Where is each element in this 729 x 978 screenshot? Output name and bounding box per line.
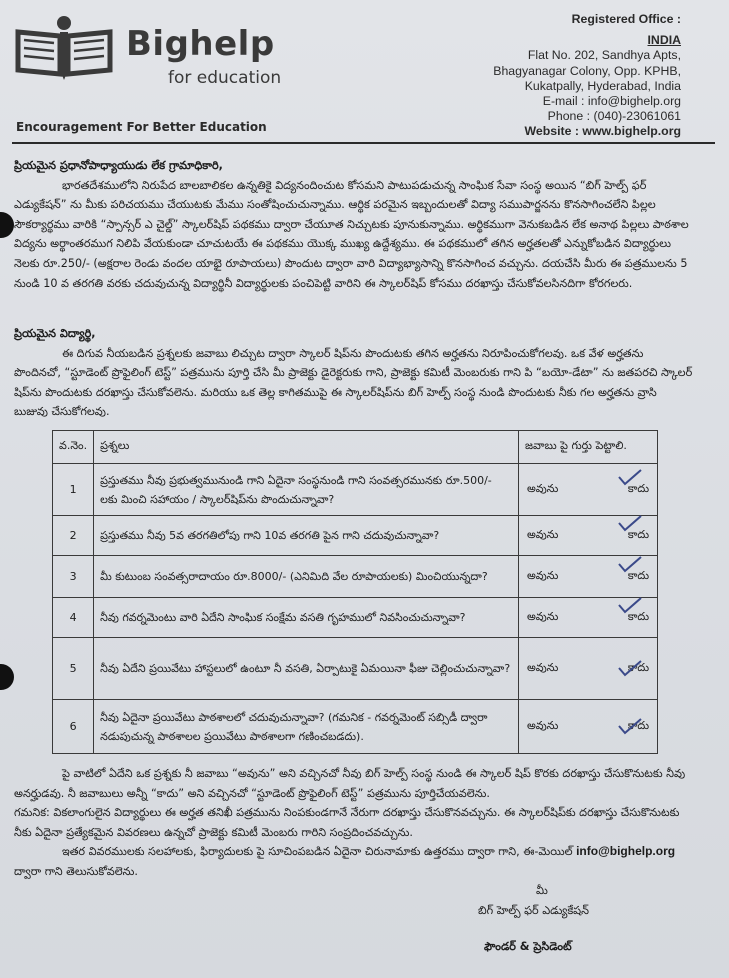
signoff-yours: మీ (536, 884, 548, 897)
registered-office-block (493, 12, 681, 140)
checkmark-icon (617, 659, 643, 677)
question-text: మీ కుటుంబ సంవత్సరాదాయం రూ.8000/- (ఎనిమిది వేల రూపాయలకు) మించియున్నదా? (94, 556, 519, 598)
table-row (53, 700, 658, 754)
row-number: 2 (53, 516, 94, 556)
checkmark-icon (617, 596, 643, 614)
contact-text-end: ద్వారా గాని తెలుసుకోవలెను. (14, 864, 138, 878)
contact-email-link[interactable]: info@bighelp.org (576, 844, 676, 859)
paragraph-contact (14, 842, 693, 881)
paragraph-note: గమనిక: వికలాంగులైన విద్యార్థులు ఈ అర్హత తనిఖీ పత్రమును నింపకుండగానే నేరుగా దరఖాస్తు చేసుకొనవచ్చును. ఈ స్కాలర్‌షిప్‌కు దరఖాస్తు చేసుకొనుటకు నీకు ఏదైనా ప్రత్యేకమైన వివరణలు ఉన్నచో ప్రాజెక్టు కమిటీ మెంబరు గారిని సంప్రదించవచ్చును. (14, 806, 680, 839)
row-number: 4 (53, 598, 94, 638)
punch-hole (0, 212, 14, 238)
letter-student (14, 324, 693, 422)
header-divider (12, 142, 715, 144)
question-text: నీవు గవర్నమెంటు వారి ఏదేని సాంఘిక సంక్షేమ వసతి గృహములో నివసించుచున్నావా? (94, 598, 519, 638)
answer-yes[interactable]: అవును (527, 718, 559, 732)
table-row (53, 516, 658, 556)
letter-footer (14, 764, 693, 882)
salutation-student: ప్రియమైన విద్యార్థి, (14, 327, 96, 340)
answer-no[interactable]: కాదు (627, 568, 649, 582)
signoff-organization: బిగ్ హెల్ప్ ఫర్ ఎడ్యుకేషన్ (478, 904, 589, 917)
salutation-headmaster: ప్రియమైన ప్రధానోపాధ్యాయుడు లేక గ్రామాధికారి, (14, 159, 223, 172)
brand-subtitle: for education (168, 68, 282, 88)
answer-no[interactable]: కాదు (627, 609, 649, 623)
answer-no[interactable]: కాదు (627, 718, 649, 732)
bighelp-logo-icon (14, 14, 114, 84)
office-country: INDIA (647, 33, 681, 48)
answer-yes[interactable]: అవును (527, 660, 559, 674)
paragraph-student: ఈ దిగువ నీయబడిన ప్రశ్నలకు జవాబు లిచ్చుట ద్వారా స్కాలర్ షిప్‌ను పొందుటకు తగిన అర్హతను నిరూపించుకోగలవు. ఒక వేళ అర్హతను పొందినచో, “స్టూడెంట్ ప్రొఫైలింగ్ టెస్ట్” పత్రమును పూర్తి చేసి మీ ప్రాజెక్టు డైరెక్టరుకు గాని, ప్రాజెక్టు కమిటీ మెంబరుకు గాని పి “బయో-డేటా” ను జతపరచి స్కాలర్ షిప్‌ను పొందుటకు దరఖాస్తు చేసుకోవలెను. మరియు ఒక తెల్ల కాగితముపై ఈ స్కాలర్‌షిప్‌ను బిగ్ హెల్ప్ సంస్థ నుండి పొందుటకు నీకు గల అర్హతను వ్రాసి బుజువు చేసుకోగలవు. (14, 346, 693, 419)
signoff-title: ఫౌండర్ & ప్రెసిడెంట్ (484, 940, 572, 953)
table-row (53, 598, 658, 638)
eligibility-table (52, 430, 658, 754)
checkmark-icon (617, 555, 643, 573)
brand-name: Bighelp (126, 24, 275, 64)
answer-no[interactable]: కాదు (627, 660, 649, 674)
answer-cell (519, 638, 658, 700)
col-header-questions: ప్రశ్నలు (94, 431, 519, 464)
office-address-line: Bhagyanagar Colony, Opp. KPHB, (493, 63, 681, 78)
answer-yes[interactable]: అవును (527, 481, 559, 495)
office-email: E-mail : info@bighelp.org (542, 94, 681, 109)
tagline: Encouragement For Better Education (16, 120, 267, 134)
answer-no[interactable]: కాదు (627, 481, 649, 495)
question-text: నీవు ఏదేని ప్రయివేటు హాస్టలులో ఉంటూ నీ వసతి, ఏర్పాటుకై ఏమయినా ఫీజు చెల్లించుచున్నావా? (94, 638, 519, 700)
table-header-row (53, 431, 658, 464)
checkmark-icon (617, 717, 643, 735)
table-row (53, 464, 658, 516)
table-row (53, 556, 658, 598)
answer-cell (519, 598, 658, 638)
checkmark-icon (617, 514, 643, 532)
punch-hole (0, 664, 14, 690)
contact-text: ఇతర వివరములకు సలహాలకు, ఫిర్యాదులకు పై సూచింపబడిన ఏదైనా చిరునామాకు ఉత్తరము ద్వారా గాని, ఈ-మెయిల్ (62, 845, 573, 859)
question-text: ప్రస్తుతము నీవు ప్రభుత్వమునుండి గాని ఏదైనా సంస్థనుండి గాని సంవత్సరమునకు రూ.500/- లకు మించి సహాయం / స్కాలర్‌షిప్‌ను పొందుచున్నావా? (94, 464, 519, 516)
answer-cell (519, 464, 658, 516)
paragraph-intro: భారతదేశములోని నిరుపేద బాలబాలికల ఉన్నతికై విద్యనందించుట కోసమని పాటుపడుచున్న సాంఘిక సేవా సంస్థ అయిన “బిగ్ హెల్ప్ ఫర్ ఎడ్యుకేషన్” ను మీకు పరిచయము చేయుటకు మేము సంతోషించుచున్నాము. ఆర్థిక పరమైన ఇబ్బందులతో విద్యా సముపార్జనను కొనసాగించలేని పిల్లల సౌకర్యార్థము వారికి “స్పాన్సర్ ఎ చైల్డ్” స్కాలర్‌షిప్ పథకము ద్వారా చేయూత నిచ్చుటకు పూనుకున్నాము. అర్థికముగా వెనుకబడిన లేక అనాథ పిల్లలు పాఠశాల విద్యను అర్థాంతరముగ నిలిపి వేయకుండా చూచుటయే ఈ పథకము యొక్క ముఖ్య ఉద్దేశ్యము. ఈ పథకములో తగిన అర్హతలతో ఎన్నుకోబడిన విద్యార్థులు నెలకు రూ.250/- (అక్షరాల రెండు వందల యాభై రూపాయలు) పొందుట ద్వారా వారి విద్యాభ్యాసాన్ని కొనసాగించ వచ్చును. దయచేసి మీరు ఈ పత్రములను 5 నుండి 10 వ తరగతి వరకు చదువుచున్న విద్యార్థినీ విద్యార్థులకు పంచిపెట్టి వారిని ఈ స్కాలర్‌షిప్ కోసము దరఖాస్తు చేసుకోవలసినదిగా కోరగలరు. (14, 178, 689, 290)
question-text: ప్రస్తుతము నీవు 5వ తరగతిలోపు గాని 10వ తరగతి పైన గాని చదువుచున్నావా? (94, 516, 519, 556)
row-number: 3 (53, 556, 94, 598)
answer-no[interactable]: కాదు (627, 527, 649, 541)
letter-intro (14, 156, 693, 293)
answer-yes[interactable]: అవును (527, 527, 559, 541)
question-text: నీవు ఏదైనా ప్రయివేటు పాఠశాలలో చదువుచున్నావా? (గమనిక - గవర్నమెంట్ సబ్సిడీ ద్వారా నడుపుచున్న పాఠశాలల ప్రయివేటు పాఠశాలగా గణించబడదు). (94, 700, 519, 754)
office-address-line: Flat No. 202, Sandhya Apts, (527, 48, 681, 63)
office-address-line: Kukatpally, Hyderabad, India (524, 78, 681, 93)
office-title: Registered Office : (571, 12, 681, 26)
office-phone: Phone : (040)-23061061 (547, 109, 681, 124)
answer-cell (519, 700, 658, 754)
paragraph-eligibility: పై వాటిలో ఏదేని ఒక ప్రశ్నకు నీ జవాబు “అవును” అని వచ్చినచో నీవు బిగ్ హెల్ప్ సంస్థ నుండి ఈ స్కాలర్ షిప్ కొరకు దరఖాస్తు చేసుకొనుటకు నీవు అనర్హుడవు. నీ జవాబులు అన్నీ “కాదు” అని వచ్చినచో “స్టూడెంట్ ప్రొఫైలింగ్ టెస్ట్” పత్రమును పూర్తిచేయవలెను. (14, 767, 686, 800)
table-row (53, 638, 658, 700)
checkmark-icon (617, 468, 643, 486)
answer-cell (519, 556, 658, 598)
answer-cell (519, 516, 658, 556)
row-number: 6 (53, 700, 94, 754)
row-number: 5 (53, 638, 94, 700)
row-number: 1 (53, 464, 94, 516)
answer-yes[interactable]: అవును (527, 609, 559, 623)
col-header-answer: జవాబు పై గుర్తు పెట్టాలి. (519, 431, 658, 464)
col-header-no: వ.నెం. (53, 431, 94, 464)
answer-yes[interactable]: అవును (527, 568, 559, 582)
office-website: Website : www.bighelp.org (524, 124, 681, 139)
